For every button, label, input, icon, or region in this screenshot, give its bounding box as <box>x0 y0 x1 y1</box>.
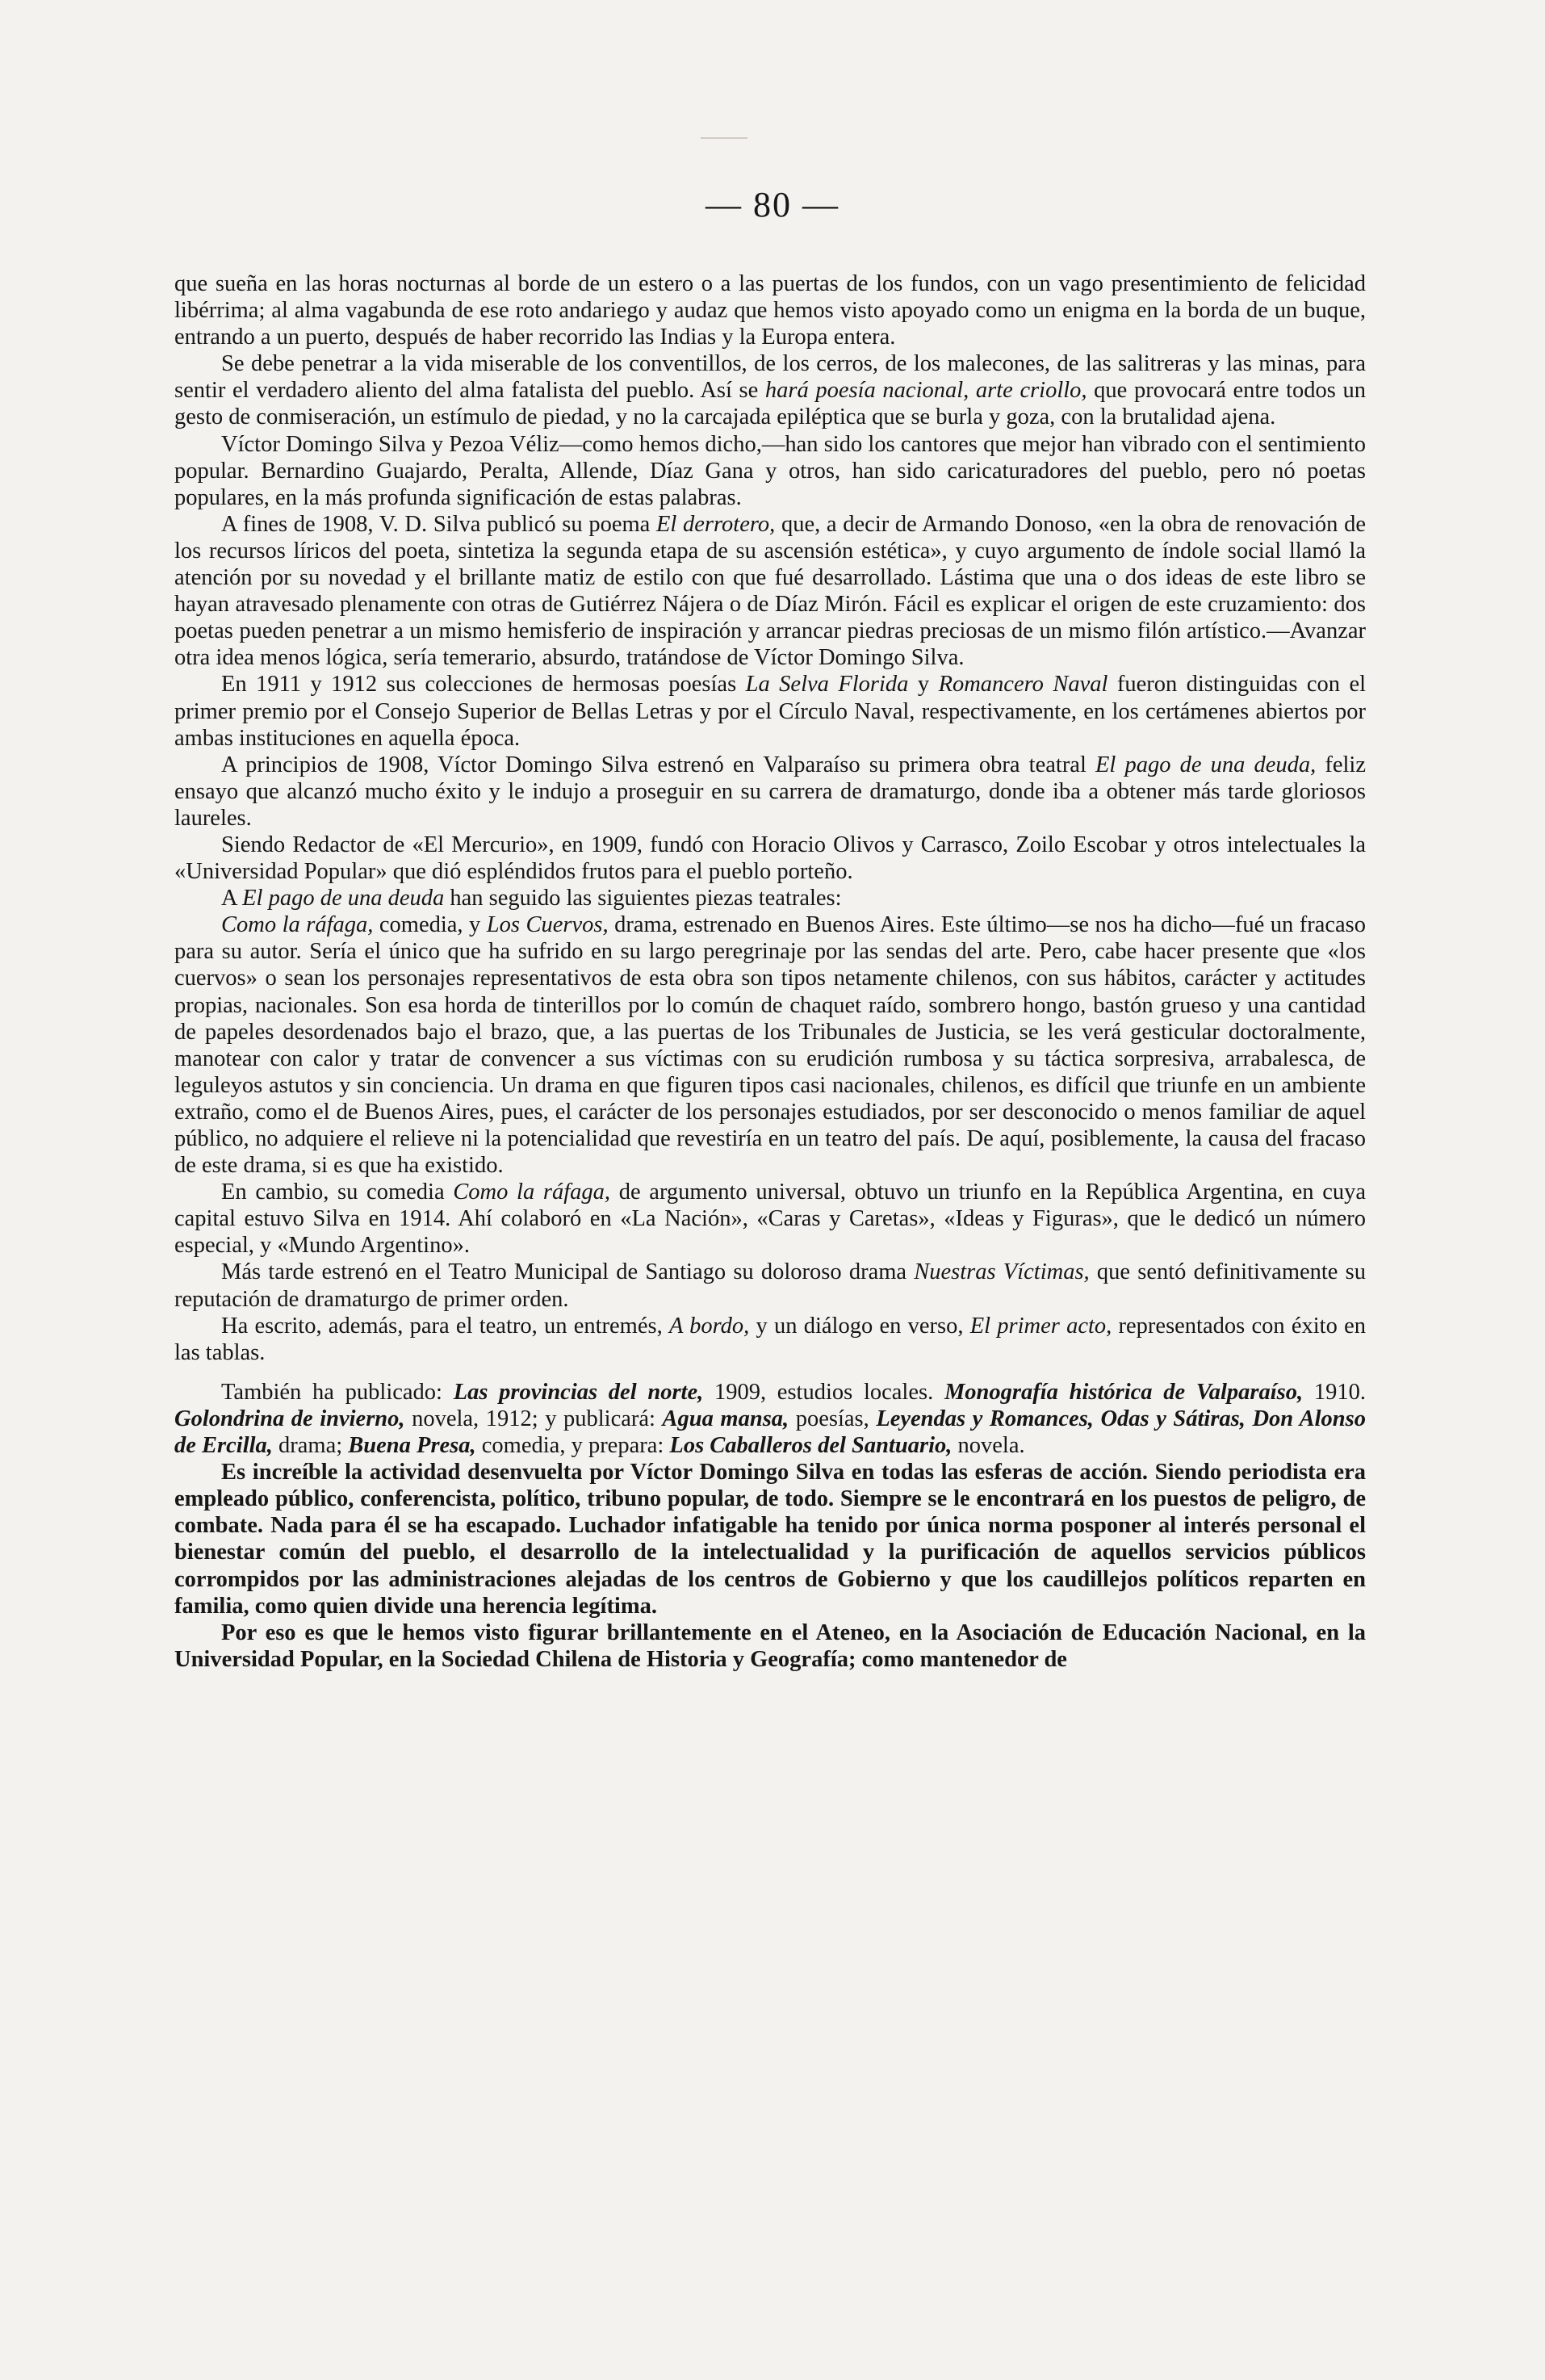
italic-title: Como la ráfaga, <box>221 912 374 938</box>
text-run: También ha publicado: <box>221 1379 454 1405</box>
italic-title: Nuestras Víctimas, <box>914 1259 1090 1285</box>
text-run: fueron distinguidas con el primer premio por el Consejo Superior de Bellas Letras y por el Círculo Naval, respectivamente, en los certámenes abiertos por ambas instituciones en aquella época. <box>174 672 1367 751</box>
text-run: que provocará entre todos un gesto de conmiseración, un estímulo de piedad, y no la carcajada epiléptica que se burla y goza, con la brutalidad ajena. <box>174 378 1366 430</box>
paragraph <box>174 1459 1366 1619</box>
text-run: que sentó definitivamente su reputación de dramaturgo de primer orden. <box>174 1259 1367 1312</box>
text-run: Por eso es que le hemos visto figurar brillantemente en el Ateneo, en la Asociación de Educación Nacional, en la Universidad Popular, en la Sociedad Chilena de Historia y Geografía; como mantenedor de <box>174 1619 1366 1672</box>
italic-title: Leyendas y Romances, Odas y Sátiras, Don Alonso de Ercilla, <box>174 1406 1366 1459</box>
top-rule <box>701 137 747 139</box>
page-number: — 80 — <box>706 185 839 224</box>
italic-title: El pago de una deuda, <box>1095 752 1317 777</box>
text-run: comedia, y prepara: <box>475 1433 670 1459</box>
paragraph <box>174 1619 1366 1673</box>
text-run: A <box>221 886 243 911</box>
text-run: Ha escrito, además, para el teatro, un entremés, <box>221 1313 669 1339</box>
text-run: En cambio, su comedia <box>221 1180 454 1205</box>
text-run: de argumento universal, obtuvo un triunfo en la República Argentina, en cuya capital estuvo Silva en 1914. Ahí colaboró en «La Nación», «Caras y Caretas», «Ideas y Figuras», que le dedicó un número especial, y «Mundo Argentino». <box>174 1180 1367 1259</box>
text-run: drama, estrenado en Buenos Aires. Este último—se nos ha dicho—fué un fracaso para su autor. Sería el único que ha sufrido en su largo peregrinaje por las sendas del arte. Pero, cabe hacer presente que «los cuervos» o sean los personajes representativos de esta obra son tipos netamente chilenos, con sus hábitos, carácter y actitudes propias, nacionales. Son esa horda de tinterillos por lo común de chaquet raído, sombrero hongo, bastón grueso y una cantidad de papeles desordenados bajo el brazo, que, a las puertas de los Tribunales de Justicia, se les verá gesticular doctoralmente, manotear con calor y tratar de convencer a sus víctimas con su erudición rumbosa y su táctica sorpresiva, arrabalesca, de leguleyos astutos y sin conciencia. Un drama en que figuren tipos casi nacionales, chilenos, es difícil que triunfe en un ambiente extraño, como el de Buenos Aires, pues, el carácter de los personajes estudiados, por ser desconocido o menos familiar de aquel público, no adquiere el relieve ni la potencialidad que revestiría en un teatro del país. De aquí, posiblemente, la causa del fracaso de este drama, si es que ha existido. <box>174 912 1366 1179</box>
italic-title: El pago de una deuda <box>242 886 445 911</box>
text-run: Más tarde estrenó en el Teatro Municipal de Santiago su doloroso drama <box>221 1259 915 1285</box>
text-run: Siendo Redactor de «El Mercurio», en 1909, fundó con Horacio Olivos y Carrasco, Zoilo Escobar y otros intelectuales la «Universidad Popular» que dió espléndidos frutos para el pueblo porteño. <box>174 832 1366 885</box>
text-run: 1910. <box>1303 1379 1366 1405</box>
paragraph <box>174 431 1366 511</box>
text-run: feliz ensayo que alcanzó mucho éxito y le indujo a proseguir en su carrera de dramaturgo, donde iba a obtener más tarde gloriosos laureles. <box>174 752 1366 831</box>
italic-title: hará poesía nacional, arte criollo, <box>764 378 1087 404</box>
italic-title: Las provincias del norte, <box>453 1379 704 1405</box>
text-run: han seguido las siguientes piezas teatrales: <box>444 886 842 911</box>
text-run: A fines de 1908, V. D. Silva publicó su poema <box>221 511 656 537</box>
body-text <box>174 270 1366 1673</box>
italic-title: Romancero Naval <box>938 672 1108 698</box>
italic-title: Golondrina de invierno, <box>174 1406 405 1431</box>
text-run: En 1911 y 1912 sus colecciones de hermosas poesías <box>221 672 746 698</box>
paragraph <box>174 270 1366 350</box>
text-run: representados con éxito en las tablas. <box>174 1313 1366 1365</box>
text-run: que sueña en las horas nocturnas al borde de un estero o a las puertas de los fundos, con un vago presentimiento de felicidad libérrima; al alma vagabunda de ese roto andariego y audaz que hemos visto apoyado como un enigma en la borda de un buque, entrando a un puerto, después de haber recorrido las Indias y la Europa entera. <box>174 271 1366 350</box>
italic-title: Monografía histórica de Valparaíso, <box>944 1379 1304 1405</box>
text-run: Víctor Domingo Silva y Pezoa Véliz—como hemos dicho,—han sido los cantores que mejor han vibrado con el sentimiento popular. Bernardino Guajardo, Peralta, Allende, Díaz Gana y otros, han sido caricaturadores del pueblo, pero nó poetas populares, en la más profunda significación de estas palabras. <box>174 431 1366 510</box>
italic-title: A bordo, <box>668 1313 750 1339</box>
paragraph <box>174 1179 1366 1259</box>
text-run: drama; <box>272 1433 349 1459</box>
italic-title: El primer acto, <box>969 1313 1112 1339</box>
text-run: poesías, <box>789 1406 877 1431</box>
text-run: novela. <box>952 1433 1025 1459</box>
paragraph <box>174 1379 1366 1459</box>
text-run: novela, 1912; y publicará: <box>404 1406 663 1431</box>
text-run: Se debe penetrar a la vida miserable de los conventillos, de los cerros, de los malecones, de las salitreras y las minas, para sentir el verdadero aliento del alma fatalista del pueblo. Así se <box>174 351 1366 404</box>
text-run: y un diálogo en verso, <box>749 1313 970 1339</box>
paragraph <box>174 885 1366 911</box>
italic-title: Los Caballeros del Santuario, <box>669 1433 953 1459</box>
italic-title: Como la ráfaga, <box>453 1180 611 1205</box>
paragraph <box>174 911 1366 1179</box>
paragraph <box>174 1313 1366 1366</box>
paragraph <box>174 511 1366 672</box>
text-run: 1909, estudios locales. <box>703 1379 944 1405</box>
text-run: comedia, y <box>373 912 487 938</box>
italic-title: La Selva Florida <box>745 672 909 698</box>
text-run: y <box>908 672 939 698</box>
italic-title: Agua mansa, <box>662 1406 789 1431</box>
text-run: A principios de 1908, Víctor Domingo Silva estrenó en Valparaíso su primera obra teatral <box>221 752 1095 777</box>
text-run: que, a decir de Armando Donoso, «en la obra de renovación de los recursos líricos del poeta, sintetiza la segunda etapa de su ascensión estética», y cuyo argumento de índole social llamó la atención por su novedad y el brillante matiz de estilo con que fué desarrollado. Lástima que una o dos ideas de este libro se hayan atravesado plenamente con otras de Gutiérrez Nájera o de Díaz Mirón. Fácil es explicar el origen de este cruzamiento: dos poetas pueden penetrar a un mismo hemisferio de inspiración y arrancar piedras preciosas de un mismo filón artístico.—Avanzar otra idea menos lógica, sería temerario, absurdo, tratándose de Víctor Domingo Silva. <box>174 511 1367 671</box>
italic-title: El derrotero, <box>655 511 776 537</box>
paragraph <box>174 832 1366 885</box>
paragraph <box>174 350 1366 430</box>
text-run: Es increíble la actividad desenvuelta por Víctor Domingo Silva en todas las esferas de acción. Siendo periodista era empleado público, conferencista, político, tribuno popular, de todo. Siempre se le encontrará en los puestos de peligro, de combate. Nada para él se ha escapado. Luchador infatigable ha tenido por única norma posponer al interés personal el bienestar común del pueblo, el desarrollo de la intelectualidad y la purificación de aquellos servicios públicos corrompidos por las administraciones alejadas de los centros de Gobierno y que los caudillejos políticos reparten en familia, como quien divide una herencia legítima. <box>174 1460 1366 1619</box>
italic-title: Los Cuervos, <box>486 912 609 938</box>
paragraph <box>174 752 1366 832</box>
paragraph <box>174 671 1366 751</box>
italic-title: Buena Presa, <box>348 1433 476 1459</box>
paragraph <box>174 1259 1366 1312</box>
